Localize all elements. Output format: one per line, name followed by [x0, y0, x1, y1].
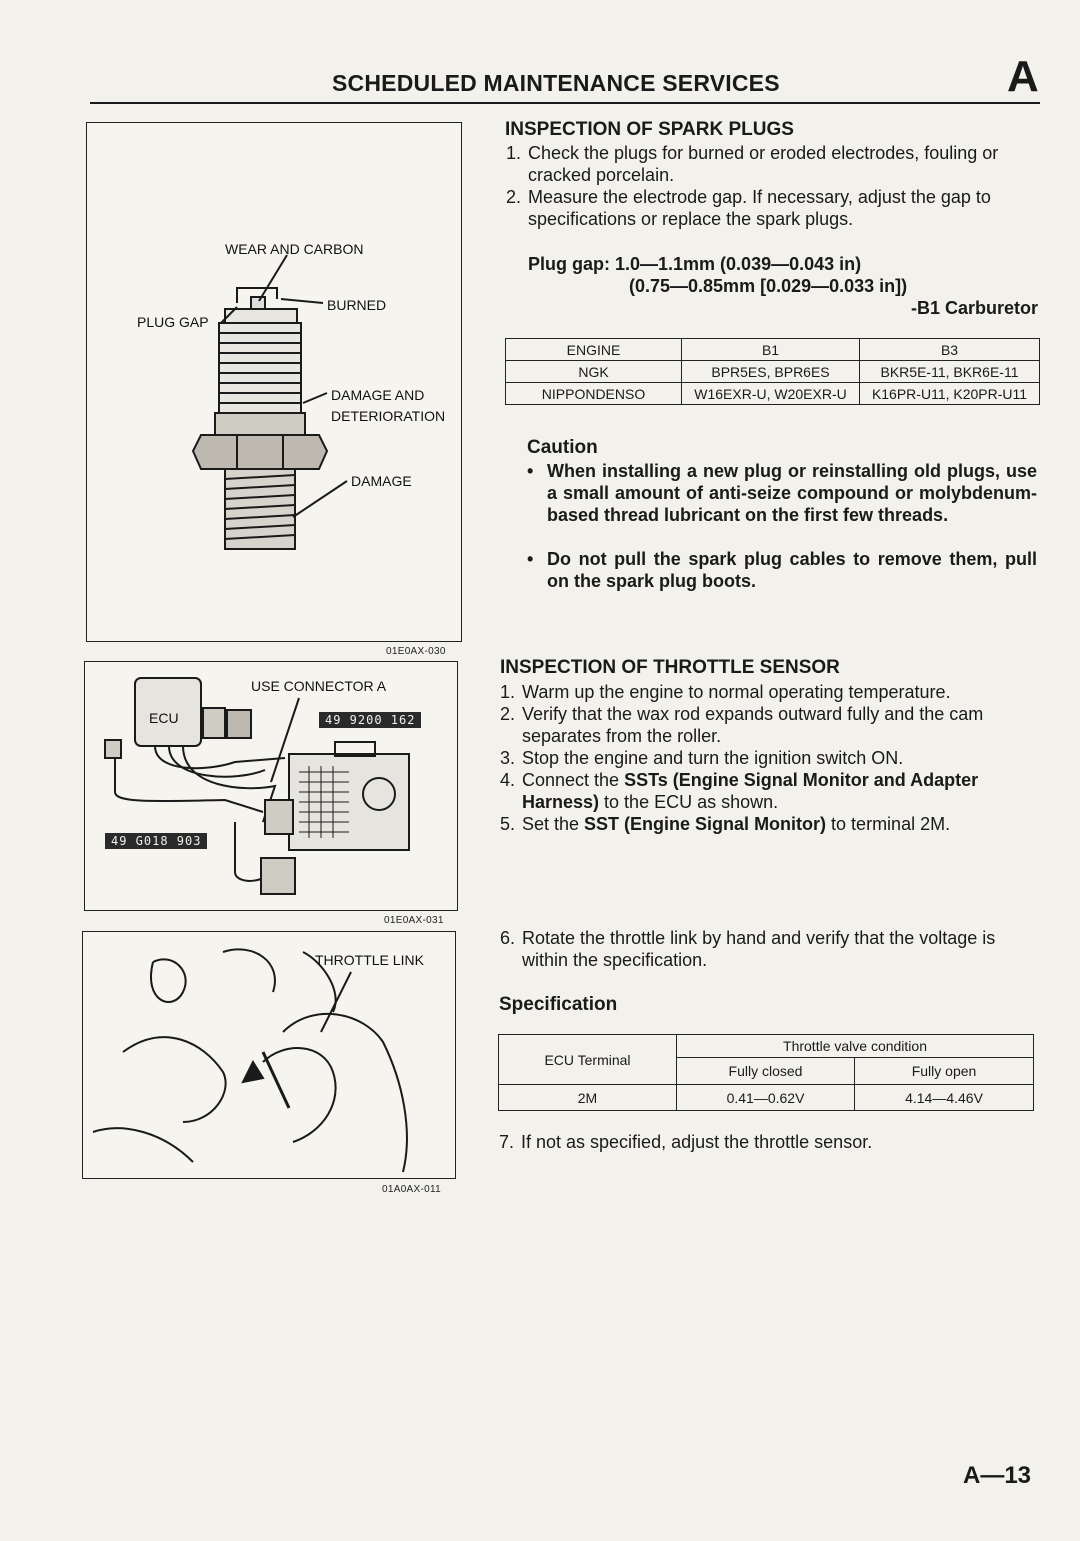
- ecu-monitor-illustration: [85, 662, 458, 911]
- list-item: 1. Warm up the engine to normal operating temperature.: [500, 682, 951, 702]
- spark-plug-heading: INSPECTION OF SPARK PLUGS: [505, 119, 794, 140]
- label-damage: DAMAGE: [351, 473, 412, 489]
- figure-code: 01E0AX-030: [386, 646, 446, 657]
- table-header: Fully open: [855, 1057, 1034, 1084]
- spark-plug-figure: [86, 122, 462, 642]
- ecu-connection-figure: [84, 661, 458, 911]
- throttle-spec-table: [498, 1034, 1034, 1111]
- list-item: 4. Connect the SSTs (Engine Signal Monitor and Adapter Harness) to the ECU as shown.: [500, 770, 979, 812]
- list-item: 2. Verify that the wax rod expands outward fully and the cam separates from the roller.: [500, 704, 984, 746]
- table-cell: 0.41—0.62V: [677, 1085, 855, 1111]
- table-cell: BPR5ES, BPR6ES: [682, 361, 860, 383]
- plug-gap-spec-note: -B1 Carburetor: [910, 298, 1038, 318]
- throttle-link-figure: [82, 931, 456, 1179]
- plug-gap-spec-alt: (0.75—0.85mm [0.029—0.033 in]): [629, 276, 908, 296]
- spark-plug-table: [505, 338, 1040, 405]
- header-rule: [90, 102, 1040, 104]
- spark-plug-illustration: [87, 123, 462, 642]
- page-title: SCHEDULED MAINTENANCE SERVICES: [332, 70, 780, 96]
- table-cell: NIPPONDENSO: [506, 383, 682, 405]
- table-cell: K16PR-U11, K20PR-U11: [860, 383, 1040, 405]
- plug-gap-spec: Plug gap: 1.0—1.1mm (0.039—0.043 in): [528, 254, 862, 274]
- caution-heading: Caution: [527, 437, 598, 458]
- table-header: Throttle valve condition: [677, 1035, 1034, 1058]
- table-header: B3: [860, 339, 1040, 361]
- table-header: ENGINE: [506, 339, 682, 361]
- label-burned: BURNED: [327, 297, 387, 313]
- part-number-badge: 49 9200 162: [319, 712, 421, 728]
- table-row: [506, 339, 1040, 361]
- label-damage-deterioration-2: DETERIORATION: [331, 408, 446, 424]
- label-throttle-link: THROTTLE LINK: [315, 952, 424, 968]
- specification-heading: Specification: [499, 994, 618, 1015]
- table-header: Fully closed: [677, 1057, 855, 1084]
- label-wear-carbon: WEAR AND CARBON: [225, 241, 364, 257]
- bullet-dot: •: [527, 549, 534, 569]
- page-number: A—13: [963, 1462, 1032, 1489]
- table-cell: BKR5E-11, BKR6E-11: [860, 361, 1040, 383]
- figure-code: 01E0AX-031: [384, 915, 444, 926]
- bullet-dot: •: [527, 461, 534, 481]
- table-row: [506, 361, 1040, 383]
- table-row: [499, 1085, 1034, 1111]
- list-item: 3. Stop the engine and turn the ignition switch ON.: [500, 748, 904, 768]
- list-item: 7. If not as specified, adjust the throttle sensor.: [499, 1132, 873, 1152]
- table-cell: W16EXR-U, W20EXR-U: [682, 383, 860, 405]
- label-ecu: ECU: [149, 710, 179, 726]
- table-cell: NGK: [506, 361, 682, 383]
- table-cell: 4.14—4.46V: [855, 1085, 1034, 1111]
- list-item: 6. Rotate the throttle link by hand and verify that the voltage is within the specification.: [500, 928, 996, 970]
- list-item: 5. Set the SST (Engine Signal Monitor) to terminal 2M.: [500, 814, 951, 834]
- table-header: B1: [682, 339, 860, 361]
- list-item: 1. Check the plugs for burned or eroded electrodes, fouling or cracked porcelain.: [506, 143, 999, 185]
- throttle-sensor-heading: INSPECTION OF THROTTLE SENSOR: [500, 657, 840, 678]
- table-row: [506, 383, 1040, 405]
- table-row: [499, 1035, 1034, 1058]
- label-damage-deterioration-1: DAMAGE AND: [331, 387, 425, 403]
- throttle-hand-illustration: [83, 932, 456, 1179]
- label-plug-gap: PLUG GAP: [137, 314, 209, 330]
- caution-bullet: • When installing a new plug or reinstalling old plugs, use a small amount of anti-seize compound or molybdenum-based thread lubricant on the first few threads.: [527, 461, 1037, 525]
- label-use-connector-a: USE CONNECTOR A: [251, 678, 387, 694]
- figure-code: 01A0AX-011: [382, 1184, 441, 1195]
- section-letter: A: [1007, 52, 1039, 101]
- caution-bullet: • Do not pull the spark plug cables to remove them, pull on the spark plug boots.: [527, 549, 1037, 591]
- table-cell: 2M: [499, 1085, 677, 1111]
- part-number-badge: 49 G018 903: [105, 833, 207, 849]
- table-header: ECU Terminal: [499, 1035, 677, 1085]
- list-item: 2. Measure the electrode gap. If necessary, adjust the gap to specifications or replace the spark plugs.: [506, 187, 991, 229]
